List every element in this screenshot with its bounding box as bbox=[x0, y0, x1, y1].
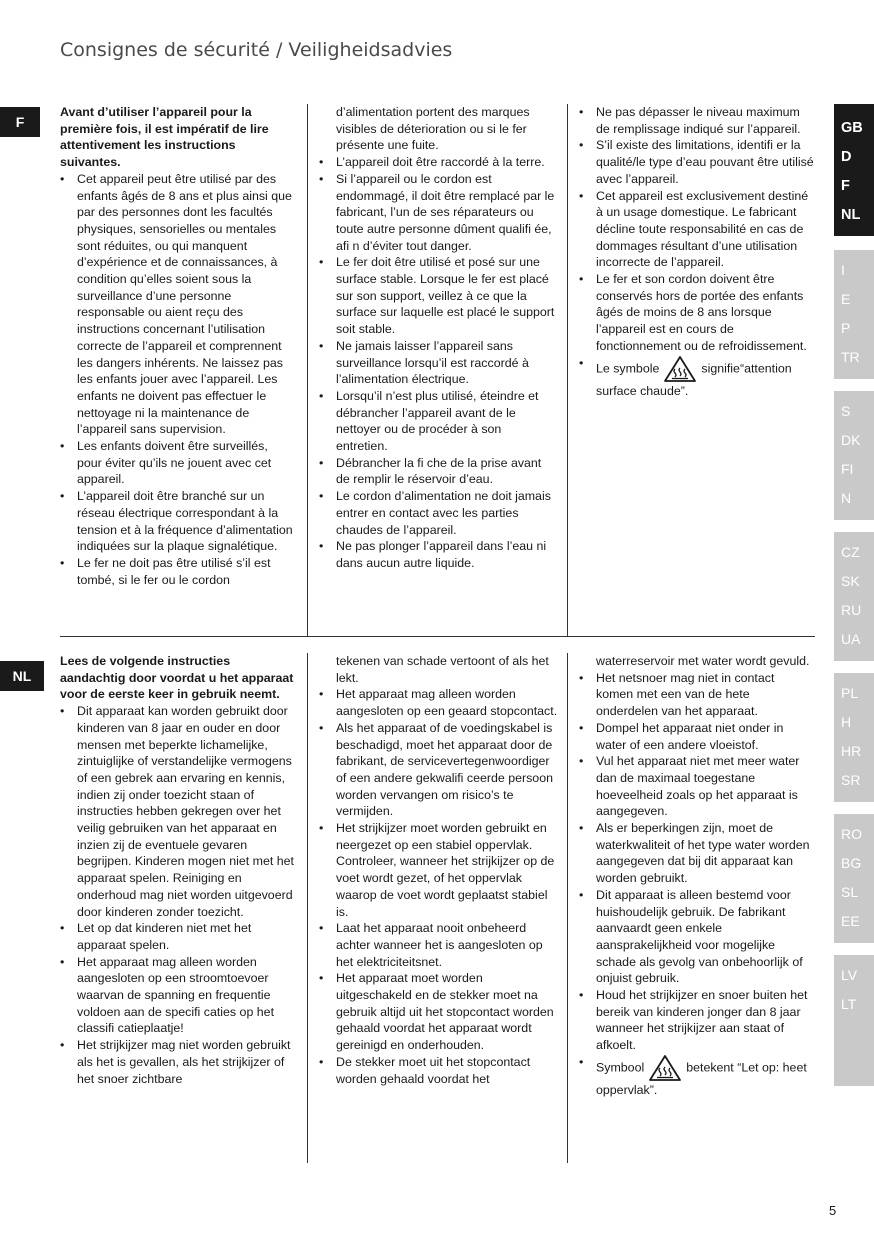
language-group[interactable] bbox=[834, 955, 874, 1086]
page-title: Consignes de sécurité / Veiligheidsadvies bbox=[60, 39, 453, 61]
language-code[interactable]: SL bbox=[841, 884, 859, 900]
language-group[interactable] bbox=[834, 391, 874, 520]
language-code[interactable]: LV bbox=[841, 967, 858, 983]
language-code[interactable]: PL bbox=[841, 685, 859, 701]
language-code[interactable]: GB bbox=[841, 120, 863, 136]
nl-col3-continuation: waterreservoir met water wordt gevuld. bbox=[596, 654, 810, 668]
list-item: • Let op dat kinderen niet met het apparaat spelen. bbox=[60, 920, 296, 953]
page-number: 5 bbox=[829, 1203, 837, 1218]
list-item: • Ne pas dépasser le niveau maximum de remplissage indiqué sur l’appareil. bbox=[579, 104, 815, 137]
language-code[interactable]: UA bbox=[841, 631, 861, 647]
list-item: • Het apparaat mag alleen worden aangesloten op een stroomtoevoer waarvan de spanning en frequentie voldoen aan de specifi caties op het classifi catieplaatje! bbox=[60, 954, 296, 1038]
symbol-text-after: signifie“attention surface chaude”. bbox=[596, 360, 792, 398]
list-item: • Cet appareil peut être utilisé par des enfants âgés de 8 ans et plus ainsi que par des personnes dont les facultés physiques, sensorielles ou mentales sont réduites, ou qui manquent d’expérience et de connaissances, à condition qu’elles soient sous la surveillance d’une personne responsable ou aient reçu des instructions concernant l’utilisation correcte de l’appareil et comprennent les dangers inhérents. Ne laissez pas les enfants jouer avec l’appareil. Les enfants ne doivent pas effectuer le nettoyage ni la maintenance de l’appareil sans supervision. bbox=[60, 171, 296, 438]
list-item: • Le fer doit être utilisé et posé sur une surface stable. Lorsque le fer est placé sur son support, veillez à ce que la surface sur laquelle est placé le support soit stable. bbox=[319, 254, 555, 338]
language-group[interactable] bbox=[834, 814, 874, 943]
language-group[interactable] bbox=[834, 532, 874, 661]
nl-intro: Lees de volgende instructies aandachtig door voordat u het apparaat voor de eerste keer in gebruik neemt. bbox=[60, 654, 294, 702]
language-group-active[interactable] bbox=[834, 104, 874, 236]
f-column-1 bbox=[60, 104, 296, 588]
language-code[interactable]: RO bbox=[841, 826, 862, 842]
language-code[interactable]: NL bbox=[841, 207, 861, 223]
section-divider bbox=[60, 636, 815, 637]
column-divider bbox=[307, 653, 308, 1163]
column-divider bbox=[567, 653, 568, 1163]
list-item: • Débrancher la fi che de la prise avant de remplir le réservoir d’eau. bbox=[319, 455, 555, 488]
f-col3-list bbox=[579, 104, 815, 355]
list-item: • Ne jamais laisser l’appareil sans surveillance lorsqu’il est raccordé à l’alimentation électrique. bbox=[319, 338, 555, 388]
language-code[interactable]: SR bbox=[841, 772, 861, 788]
nl-col2-continuation: tekenen van schade vertoont of als het lekt. bbox=[336, 654, 549, 685]
language-group[interactable] bbox=[834, 673, 874, 802]
language-code[interactable]: RU bbox=[841, 602, 862, 618]
list-item: • Cet appareil est exclusivement destiné à un usage domestique. Le fabricant décline toute responsabilité en cas de dommages résultant d’une utilisation incorrecte de l’appareil. bbox=[579, 188, 815, 272]
language-code[interactable]: E bbox=[841, 291, 851, 307]
language-code[interactable]: I bbox=[841, 262, 845, 278]
list-item: • Het strijkijzer moet worden gebruikt en neergezet op een stabiel oppervlak. Controleer, wanneer het strijkijzer op de voet wordt gezet, of het oppervlak waarop de voet wordt geplaatst stabiel is. bbox=[319, 820, 559, 920]
language-code[interactable]: FI bbox=[841, 461, 854, 477]
language-code[interactable]: S bbox=[841, 403, 851, 419]
language-code[interactable]: TR bbox=[841, 349, 860, 365]
nl-col1-list bbox=[60, 703, 296, 1087]
list-item: • De stekker moet uit het stopcontact worden gehaald voordat het bbox=[319, 1054, 559, 1087]
column-divider bbox=[307, 104, 308, 636]
list-item: • Dit apparaat kan worden gebruikt door kinderen van 8 jaar en ouder en door mensen met beperkte lichamelijke, zintuiglijke of verstandelijke vermogens of een gebrek aan ervaring en kennis, indien zij onder toezicht staan of instructies hebben gekregen over het veilig gebruiken van het apparaat en inzien zij de eventuele gevaren begrijpen. Kinderen mogen niet met het apparaat spelen. Reiniging en onderhoud mag niet worden uitgevoerd door kinderen zonder toezicht. bbox=[60, 703, 296, 920]
language-code[interactable]: CZ bbox=[841, 544, 860, 560]
f-column-3 bbox=[579, 104, 815, 399]
language-code[interactable]: H bbox=[841, 714, 852, 730]
language-code[interactable]: P bbox=[841, 320, 851, 336]
symbol-text-after: betekent “Let op: heet oppervlak”. bbox=[596, 1060, 807, 1097]
nl-symbol-note bbox=[579, 1054, 815, 1099]
list-item: • Lorsqu’il n’est plus utilisé, éteindre et débrancher l’appareil avant de le nettoyer ou de procéder à son entretien. bbox=[319, 388, 555, 455]
nl-col2-list bbox=[319, 686, 559, 1087]
list-item: • S’il existe des limitations, identifi er la qualité/le type d’eau pouvant être utilisé avec l’appareil. bbox=[579, 137, 815, 187]
f-symbol-note bbox=[579, 355, 815, 400]
hot-surface-warning-icon bbox=[663, 355, 697, 383]
language-code[interactable]: HR bbox=[841, 743, 862, 759]
list-item: • Dompel het apparaat niet onder in water of een andere vloeistof. bbox=[579, 720, 815, 753]
list-item: • Ne pas plonger l’appareil dans l’eau ni dans aucun autre liquide. bbox=[319, 538, 555, 571]
language-code[interactable]: F bbox=[841, 178, 850, 194]
symbol-text-before: Symbool bbox=[596, 1060, 645, 1075]
f-col2-list bbox=[319, 154, 555, 572]
f-column-2 bbox=[319, 104, 555, 572]
language-code[interactable]: D bbox=[841, 149, 852, 165]
nl-column-2 bbox=[319, 653, 559, 1087]
list-item: • Als het apparaat of de voedingskabel is beschadigd, moet het apparaat door de fabrikant, de servicevertegenwoordiger of een andere gekwalifi ceerde persoon worden vervangen om risico’s te vermijden. bbox=[319, 720, 559, 820]
language-code[interactable]: N bbox=[841, 490, 852, 506]
f-col2-continuation: d’alimentation portent des marques visibles de déterioration ou si le fer présente une fuite. bbox=[336, 105, 530, 153]
hot-surface-warning-icon bbox=[648, 1054, 682, 1082]
language-code[interactable]: BG bbox=[841, 855, 862, 871]
language-code[interactable]: EE bbox=[841, 913, 860, 929]
column-divider bbox=[567, 104, 568, 636]
list-item: • Si l’appareil ou le cordon est endommagé, il doit être remplacé par le fabricant, l’un de ses réparateurs ou toute autre personne dûment qualifi ée, afi n d’éviter tout danger. bbox=[319, 171, 555, 255]
language-code[interactable]: SK bbox=[841, 573, 860, 589]
language-code[interactable]: DK bbox=[841, 432, 861, 448]
list-item: • Het netsnoer mag niet in contact komen met een van de hete onderdelen van het apparaat. bbox=[579, 670, 815, 720]
list-item: • L’appareil doit être raccordé à la terre. bbox=[319, 154, 555, 171]
list-item: • Dit apparaat is alleen bestemd voor huishoudelijk gebruik. De fabrikant aanvaardt geen enkele aansprakelijkheid voor mogelijke schade als gevolg van onbehoorlijk of onjuist gebruik. bbox=[579, 887, 815, 987]
language-group[interactable] bbox=[834, 250, 874, 379]
list-item: • Als er beperkingen zijn, moet de waterkwaliteit of het type water worden aangegeven dat bij dit apparaat kan worden gebruikt. bbox=[579, 820, 815, 887]
section-tag-nl: NL bbox=[0, 661, 44, 691]
language-code[interactable]: LT bbox=[841, 996, 857, 1012]
nl-column-1 bbox=[60, 653, 296, 1087]
list-item: • L’appareil doit être branché sur un réseau électrique correspondant à la tension et à la fréquence d’alimentation indiquées sur la plaque signalétique. bbox=[60, 488, 296, 555]
nl-col3-list bbox=[579, 670, 815, 1054]
list-item: • Houd het strijkijzer en snoer buiten het bereik van kinderen jonger dan 8 jaar wanneer het strijkijzer aan staat of afkoelt. bbox=[579, 987, 815, 1054]
list-item: • Het strijkijzer mag niet worden gebruikt als het is gevallen, als het strijkijzer of het snoer zichtbare bbox=[60, 1037, 296, 1087]
list-item: • Vul het apparaat niet met meer water dan de maximaal toegestane hoeveelheid zoals op het apparaat is aangegeven. bbox=[579, 753, 815, 820]
section-tag-f: F bbox=[0, 107, 40, 137]
list-item: • Le cordon d’alimentation ne doit jamais entrer en contact avec les parties chaudes de l’appareil. bbox=[319, 488, 555, 538]
list-item: • Het apparaat moet worden uitgeschakeld en de stekker moet na gebruik altijd uit het stopcontact worden gehaald voordat het apparaat wordt gereinigd en onderhouden. bbox=[319, 970, 559, 1054]
list-item: • Le fer et son cordon doivent être conservés hors de portée des enfants âgés de moins de 8 ans lorsque l’appareil est en cours de fonctionnement ou de refroidissement. bbox=[579, 271, 815, 355]
f-intro: Avant d’utiliser l’appareil pour la première fois, il est impératif de lire attentivement les instructions suivantes. bbox=[60, 105, 269, 170]
nl-column-3 bbox=[579, 653, 815, 1099]
list-item: • Les enfants doivent être surveillés, pour éviter qu’ils ne jouent avec cet appareil. bbox=[60, 438, 296, 488]
f-col1-list bbox=[60, 171, 296, 589]
symbol-text-before: Le symbole bbox=[596, 360, 660, 375]
list-item: • Laat het apparaat nooit onbeheerd achter wanneer het is aangesloten op het elektriciteitsnet. bbox=[319, 920, 559, 970]
list-item: • Le fer ne doit pas être utilisé s’il est tombé, si le fer ou le cordon bbox=[60, 555, 296, 588]
list-item: • Het apparaat mag alleen worden aangesloten op een geaard stopcontact. bbox=[319, 686, 559, 719]
